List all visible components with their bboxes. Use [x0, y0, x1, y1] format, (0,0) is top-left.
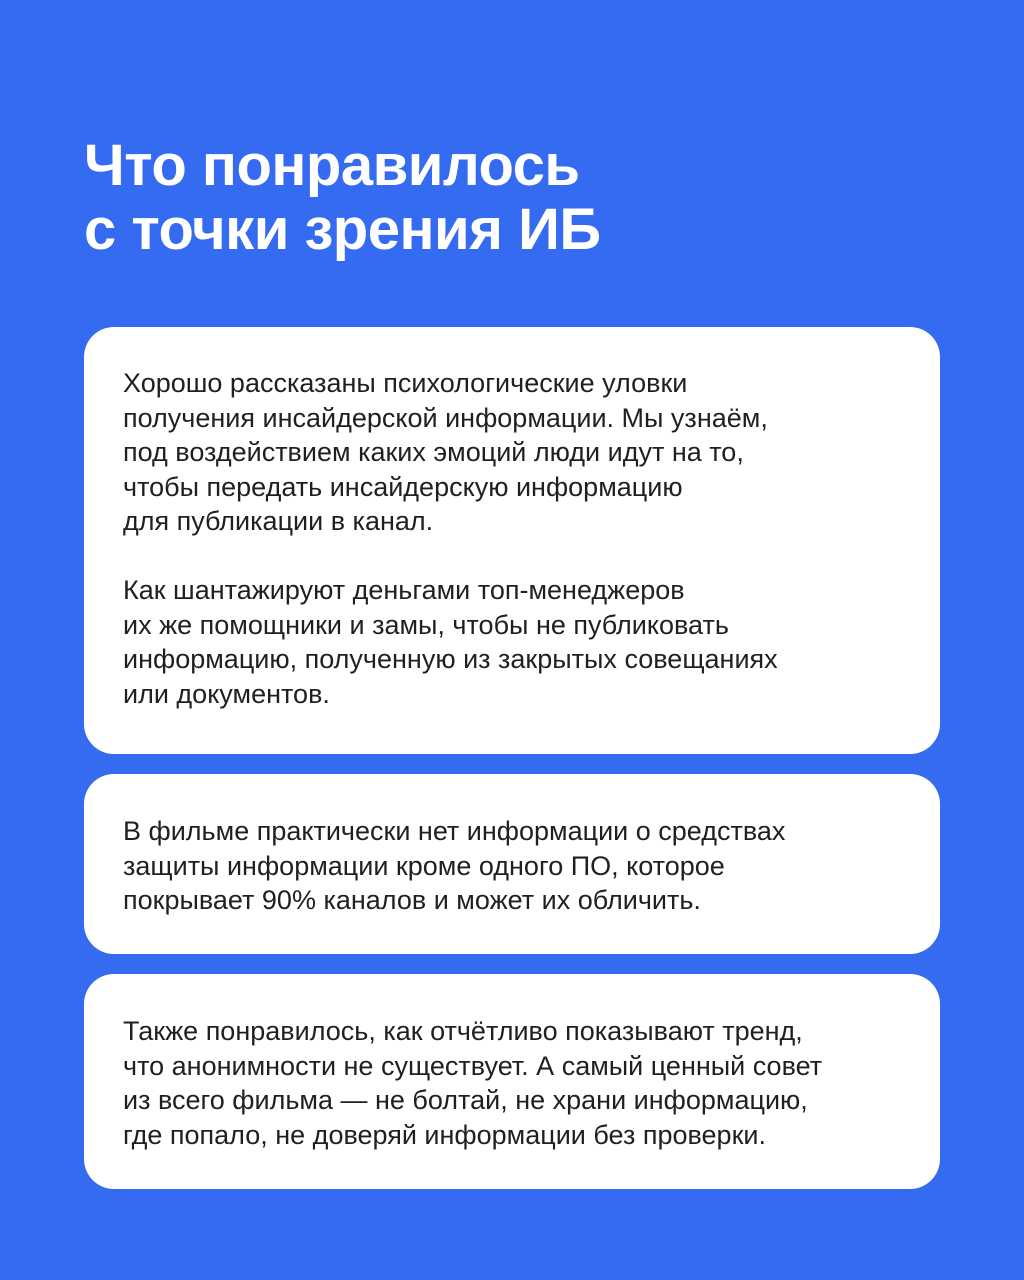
- card-protection-tools: [84, 774, 940, 954]
- card-text-line: Как шантажируют деньгами топ-менеджеров: [123, 575, 685, 605]
- title-line-2: с точки зрения ИБ: [84, 197, 601, 262]
- card-text-line: где попало, не доверяй информации без проверки.: [123, 1119, 766, 1150]
- card-text-line: Также понравилось, как отчётливо показывают тренд,: [123, 1016, 803, 1046]
- card-text-line: покрывает 90% каналов и может их обличить.: [123, 885, 701, 915]
- card-text-line: получения инсайдерской информации. Мы узнаём,: [123, 402, 768, 433]
- page-title: [84, 134, 601, 262]
- card-text-line: их же помощники и замы, чтобы не публиковать: [123, 609, 729, 640]
- card-text-line: Хорошо рассказаны психологические уловки: [123, 368, 688, 398]
- card-text-line: для публикации в канал.: [123, 506, 434, 536]
- card-text-line: защиты информации кроме одного ПО, которое: [123, 850, 725, 881]
- card-text-line: информацию, полученную из закрытых совещаниях: [123, 644, 778, 674]
- card-text-line: из всего фильма — не болтай, не храни информацию,: [123, 1085, 808, 1115]
- card-paragraph: [123, 814, 910, 918]
- card-text-line: чтобы передать инсайдерскую информацию: [123, 471, 683, 502]
- card-anonymity-trend: [84, 974, 940, 1189]
- card-text-line: или документов.: [123, 678, 330, 709]
- title-line-1: Что понравилось: [84, 133, 580, 198]
- card-text-line: что анонимности не существует. А самый ценный совет: [123, 1050, 823, 1081]
- card-paragraph: [123, 366, 910, 539]
- card-text-line: под воздействием каких эмоций люди идут на то,: [123, 437, 744, 467]
- card-paragraph: [123, 573, 910, 711]
- card-paragraph: [123, 1014, 910, 1152]
- card-psychological-tricks: [84, 327, 940, 754]
- card-text-line: В фильме практически нет информации о средствах: [123, 816, 786, 846]
